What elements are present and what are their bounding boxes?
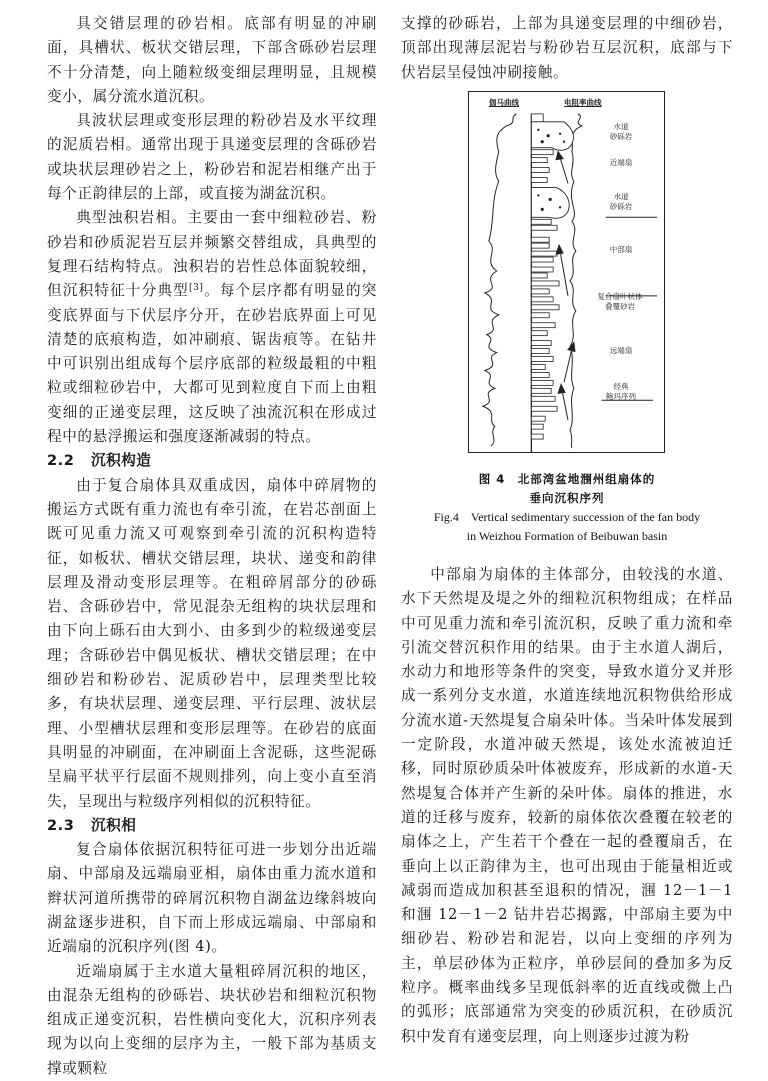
sandstone-bed — [531, 219, 551, 224]
turbidite-text-a: 典型浊积岩相。主要由一套中细粒砂岩、粉砂岩和砂质泥岩互层并频繁交替组成，具典型的复理石结构特点。浊积岩的岩性总体面貌较细，但沉积特征十分典型 — [47, 209, 377, 300]
facies-label: 中部扇 — [609, 245, 633, 254]
paragraph-facies-division: 复合扇体依据沉积特征可进一步划分出近端扇、中部扇及远端扇亚相，扇体由重力流水道和辫状河道所携带的碎屑沉积物自湖盆边缘斜坡向湖盆逐步进积，自下而上形成远端扇、中部扇和近端扇的沉积序列(图 4)。 — [47, 841, 377, 956]
facies-label: 近端扇 — [609, 158, 633, 167]
sandstone-bed — [531, 257, 553, 262]
conglomerate-body-1 — [531, 122, 573, 150]
paragraph-sedimentary-structure: 由于复合扇体具双重成因，扇体中碎屑物的搬运方式既有重力流也有牵引流，在岩芯剖面上既可见重力流又可观察到牵引流的沉积构造特征，如板状、槽状交错层理，块状、递变和韵律层理及滑动变形层理等。在粗碎屑部分的砂砾岩、含砾砂岩中，常见混杂无组构的块状层理和由下向上砾石由大到小、由多到少的粒级递变层理；含砾砂岩中偶见板状、槽状交错层理；在中细砂岩和粉砂岩、泥质砂岩中，层理类型比较多，有块状层理、递变层理、平行层理、波状层理、小型槽状层理和变形层理等。在砂岩的底面具明显的冲刷面，在冲刷面上含泥砾，这些泥砾呈扁平状平行层面不规则排列，向上变小直至消失，呈现出与粒级序列相似的沉积特征。 — [47, 476, 377, 810]
sandstone-bed — [531, 289, 549, 294]
section-heading-2-2 — [47, 449, 377, 473]
sandstone-bed — [531, 225, 557, 230]
gamma-curve-title: 伽马曲线 — [489, 98, 519, 107]
sandstone-bed — [531, 297, 553, 302]
sandstone-bed — [531, 243, 549, 248]
section-title: 沉积构造 — [91, 452, 152, 470]
sandstone-bed — [531, 380, 553, 385]
sandstone-bed — [531, 388, 551, 393]
sandstone-bed — [531, 372, 549, 377]
resistivity-curve — [570, 114, 582, 448]
figure-caption-chinese: 图 4 北部湾盆地涠州组扇体的 垂向沉积序列 — [478, 472, 656, 505]
sandstone-bed — [531, 305, 559, 310]
facies-label: 水道 砂砾岩 — [609, 192, 633, 211]
sandstone-bed — [531, 281, 559, 286]
paragraph-continuation: 支撑的砂砾岩，上部为具递变层理的中细砂岩，顶部出现薄层泥岩与粉砂岩互层沉积，底部与下伏岩层呈侵蚀冲刷接触。 — [401, 15, 733, 81]
sandstone-bed — [531, 237, 549, 242]
facies-label: 水道 砂砾岩 — [609, 122, 633, 141]
turbidite-text-b: 。每个层序都有明显的突变底界面与下伏层序分开，在砂岩底界面上可见清楚的底痕构造，如冲刷痕、锯齿痕等。在钻井中可识别出组成每个层序底部的粒级最粗的中粗粒或细粒砂岩中，大都可见到粒度自下而上由粗变细的正递变层理，这反映了浊流沉积在形成过程中的悬浮搬运和强度逐渐减弱的特点。 — [47, 282, 377, 446]
figure-4-vertical-succession — [468, 91, 665, 453]
sandstone-bed — [531, 251, 557, 256]
facies-label: 远端扇 — [609, 346, 633, 355]
left-column — [47, 12, 377, 1081]
section-number: 2.2 — [47, 452, 75, 470]
sandstone-bed — [531, 424, 543, 429]
sandstone-bed — [531, 323, 555, 328]
paragraph-siltstone-facies: 具波状层理或变形层理的粉砂岩及水平纹理的泥质岩相。通常出现于具递变层理的含砾砂岩或块状层理砂岩之上，粉砂岩和泥岩相继产出于每个正韵律层的上部，或直接为湖盆沉积。 — [47, 112, 377, 203]
section-heading-2-3 — [47, 814, 377, 838]
right-column-top — [401, 12, 733, 85]
section-number: 2.3 — [47, 816, 75, 834]
sandstone-bed — [531, 341, 551, 346]
citation-ref[interactable]: [3] — [188, 283, 204, 294]
sandstone-bed — [531, 406, 557, 411]
paragraph-sandstone-facies: 具交错层理的砂岩相。底部有明显的冲刷面，具槽状、板状交错层理，下部含砾砂岩层理不十分清楚，向上随粒级变细层理明显，且规模变小，属分流水道沉积。 — [47, 15, 377, 105]
figure-caption-english: Fig.4 Vertical sedimentary succession of the fan body in Weizhou Formation of Beibuwan basin — [433, 510, 701, 543]
paragraph-turbidite-facies — [47, 206, 377, 449]
sandstone-bed — [531, 434, 543, 439]
sandstone-bed — [531, 416, 545, 421]
sandstone-bed — [531, 357, 553, 362]
sandstone-bed — [531, 273, 547, 278]
sandstone-bed — [531, 158, 547, 163]
facies-label: 复合扇叶状体 叠覆砂岩 — [597, 292, 643, 311]
sandstone-bed — [531, 150, 553, 155]
gamma-curve — [483, 114, 517, 446]
section-title: 沉积相 — [91, 816, 137, 834]
sandstone-bed — [531, 349, 549, 354]
sandstone-bed — [531, 267, 553, 272]
sandstone-bed — [531, 331, 547, 336]
sandstone-bed — [531, 178, 547, 183]
sandstone-bed — [531, 396, 555, 401]
sandstone-bed — [531, 364, 545, 369]
paragraph-proximal-fan: 近端扇属于主水道大量粗碎屑沉积的地区，由混杂无组构的砂砾岩、块状砂岩和细粒沉积物组成正递变沉积，岩性横向变化大，沉积序列表现为以向上变细的层序为主，一般下部为基质支撑或颗粒 — [47, 962, 377, 1077]
resistivity-curve-title: 电阻率曲线 — [564, 98, 602, 107]
facies-label: 经典 鲍玛序列 — [606, 382, 636, 401]
paragraph-middle-fan: 中部扇为扇体的主体部分，由较浅的水道、水下天然堤及堤之外的细粒沉积物组成；在样品中可见重力流和牵引流沉积，反映了重力流和牵引流交替沉积作用的结果。由于主水道人湖后，水动力和地形等条件的突变，导致水道分叉并形成一系列分支水道，水道连续地沉积物供给形成分流水道-天然堤复合扇朵叶体。当朵叶体发展到一定阶段，水道冲破天然堤，该处水流被迫迁移，同时原砂质朵叶体被废弃，形成新的水道-天然堤复合体并产生新的朵叶体。扇体的推进，水道的迁移与废弃，较新的扇体依次叠覆在较老的扇体之上，产生若干个叠在一起的叠覆扇舌，在垂向上以正韵律为主，也可出现由于能量相近或减弱而造成加积甚至退积的情况，涠 12－1－1 和涠 12－1－2 钻井岩芯揭露，中部扇主要为中细砂岩、粉砂岩和泥岩，以向上变细的序列为主，单层砂体为正粒序，单砂层间的叠加多为反粒序。概率曲线多呈现低斜率的近直线或微上凸的弧形；底部通常为突变的砂质沉积，在砂质沉积中发育有递变层理，向上则逐步过渡为粉 — [401, 566, 733, 1045]
right-column-bottom — [401, 563, 733, 1049]
sandstone-bed — [531, 313, 549, 318]
sandstone-bed — [531, 168, 549, 173]
conglomerate-body-2 — [531, 187, 569, 218]
